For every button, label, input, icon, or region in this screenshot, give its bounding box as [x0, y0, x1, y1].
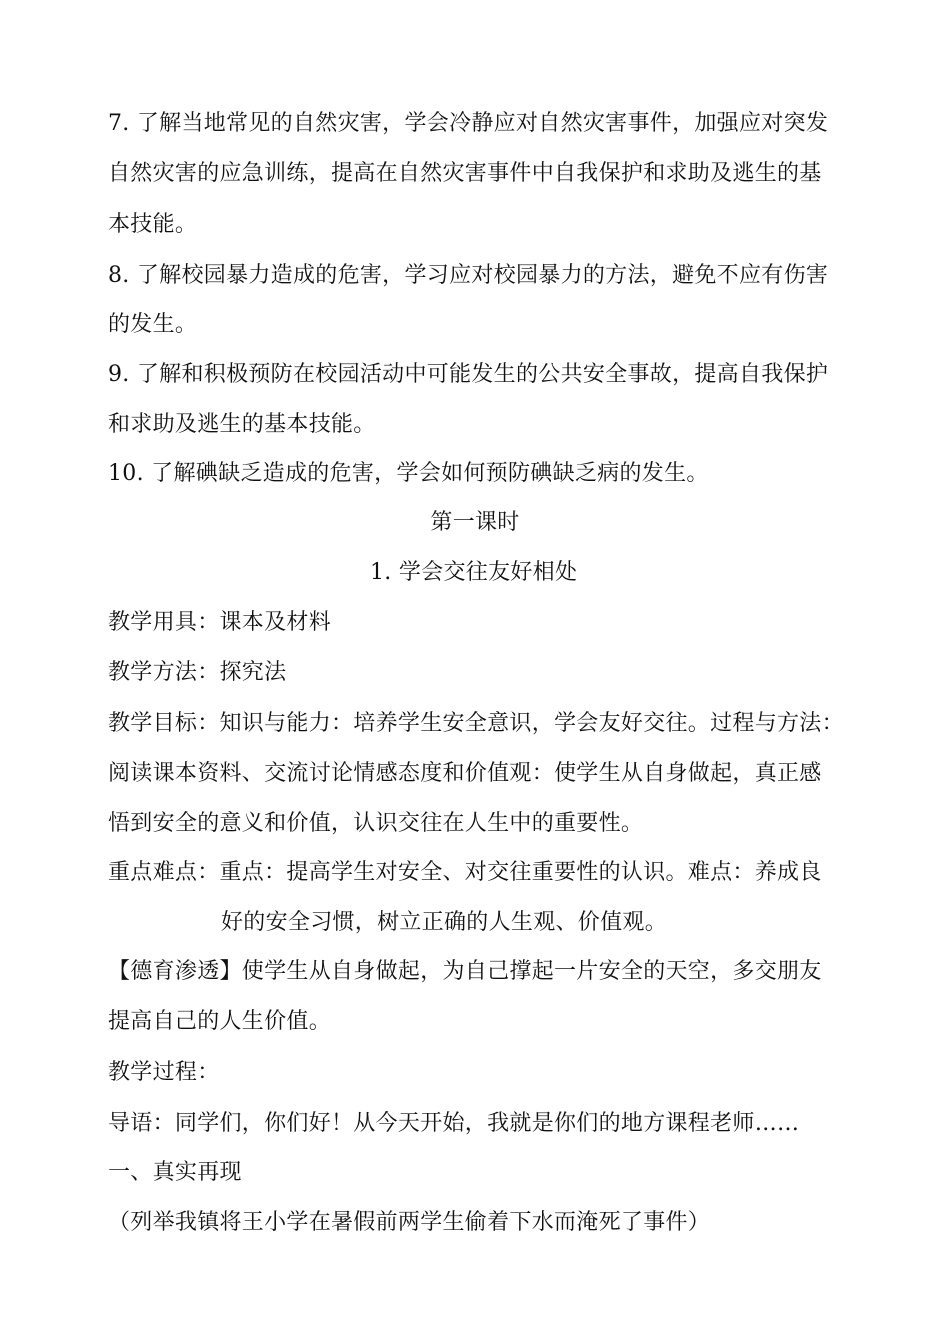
teaching-goals-line-3: 悟到安全的意义和价值，认识交往在人生中的重要性。 [108, 811, 644, 836]
key-points-line-2: 好的安全习惯，树立正确的人生观、价值观。 [221, 910, 668, 935]
item-9-line-2: 和求助及逃生的基本技能。 [108, 412, 376, 437]
introduction: 导语：同学们，你们好！从今天开始，我就是你们的地方课程老师…… [108, 1111, 800, 1136]
item-8-line-1: 8. 了解校园暴力造成的危害，学习应对校园暴力的方法，避免不应有伤害 [108, 263, 829, 288]
item-7-line-3: 本技能。 [108, 212, 198, 237]
moral-education-line-1: 【德育渗透】使学生从自身做起，为自己撑起一片安全的天空，多交朋友 [108, 959, 822, 984]
item-7-line-1: 7. 了解当地常见的自然灾害，学会冷静应对自然灾害事件，加强应对突发 [108, 111, 829, 136]
item-10-line-1: 10. 了解碘缺乏造成的危害，学会如何预防碘缺乏病的发生。 [108, 461, 709, 486]
moral-education-line-2: 提高自己的人生价值。 [108, 1009, 332, 1034]
key-points-line-1: 重点难点：重点：提高学生对安全、对交往重要性的认识。难点：养成良 [108, 860, 822, 885]
item-8-line-2: 的发生。 [108, 312, 198, 337]
example-note: （列举我镇将王小学在暑假前两学生偷着下水而淹死了事件） [108, 1210, 711, 1235]
teaching-goals-line-2: 阅读课本资料、交流讨论情感态度和价值观：使学生从自身做起，真正感 [108, 761, 822, 786]
teaching-process: 教学过程： [108, 1060, 220, 1085]
section-heading: 一、真实再现 [108, 1160, 242, 1185]
item-9-line-1: 9. 了解和积极预防在校园活动中可能发生的公共安全事故，提高自我保护 [108, 362, 829, 387]
lesson-title: 1. 学会交往友好相处 [370, 560, 578, 585]
teaching-goals-line-1: 教学目标：知识与能力：培养学生安全意识，学会友好交往。过程与方法： [108, 711, 844, 736]
teaching-tools: 教学用具：课本及材料 [108, 610, 332, 635]
teaching-method: 教学方法：探究法 [108, 660, 287, 685]
item-7-line-2: 自然灾害的应急训练，提高在自然灾害事件中自我保护和求助及逃生的基 [108, 161, 822, 186]
lesson-heading: 第一课时 [430, 510, 520, 535]
